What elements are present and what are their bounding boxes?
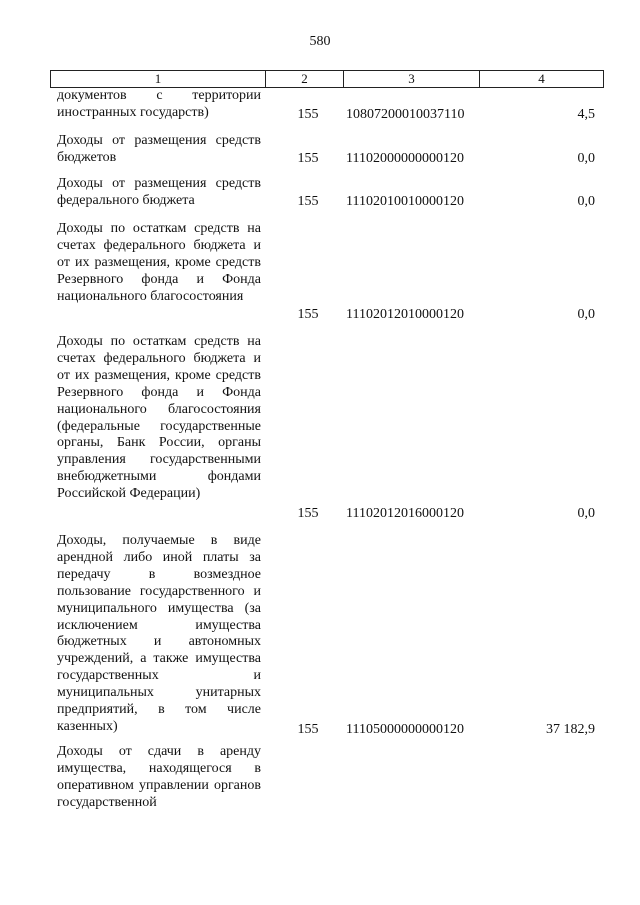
row-description: Доходы от сдачи в аренду имущества, находящегося в оперативном управлении органов государственной	[57, 744, 261, 810]
row-code: 155	[297, 722, 319, 737]
header-col-3: 3	[344, 71, 480, 87]
row-description: Доходы по остаткам средств на счетах федерального бюджета и от их размещения, кроме средств Резервного фонда и Фонда национального благосостояния	[57, 221, 261, 304]
table-header	[50, 70, 604, 88]
row-kbk: 11105000000000120	[346, 722, 464, 737]
page-number: 580	[309, 34, 331, 49]
row-kbk: 11102012010000120	[346, 307, 464, 322]
row-kbk: 10807200010037110	[346, 107, 465, 122]
row-description: Доходы, получаемые в виде арендной либо иной платы за передачу в возмездное пользование государственного и муниципального имущества (за исключением имущества бюджетных и автономных учреждений, а также имущества государственных и муниципальных унитарных предприятий, в том числе казенных)	[57, 533, 261, 734]
row-description: Доходы от размещения средств федерального бюджета	[57, 176, 261, 208]
row-description: Доходы по остаткам средств на счетах федерального бюджета и от их размещения, кроме средств Резервного фонда и Фонда национального благосостояния (федеральные государственные органы, Банк России, органы управления государственными внебюджетными фондами Российской Федерации)	[57, 334, 261, 502]
row-amount: 4,5	[577, 107, 595, 122]
row-amount: 0,0	[577, 194, 595, 209]
row-code: 155	[297, 194, 319, 209]
header-col-2: 2	[266, 71, 344, 87]
row-amount: 0,0	[577, 151, 595, 166]
row-code: 155	[297, 506, 319, 521]
row-amount: 0,0	[577, 506, 595, 521]
row-amount: 0,0	[577, 307, 595, 322]
row-kbk: 11102000000000120	[346, 151, 464, 166]
row-code: 155	[297, 107, 319, 122]
row-kbk: 11102012016000120	[346, 506, 464, 521]
row-amount: 37 182,9	[546, 722, 595, 737]
row-code: 155	[297, 151, 319, 166]
row-description: документов с территории иностранных государств)	[57, 88, 261, 120]
header-col-1: 1	[51, 71, 266, 87]
header-col-4: 4	[538, 71, 545, 86]
row-kbk: 11102010010000120	[346, 194, 464, 209]
row-description: Доходы от размещения средств бюджетов	[57, 133, 261, 165]
row-code: 155	[297, 307, 319, 322]
